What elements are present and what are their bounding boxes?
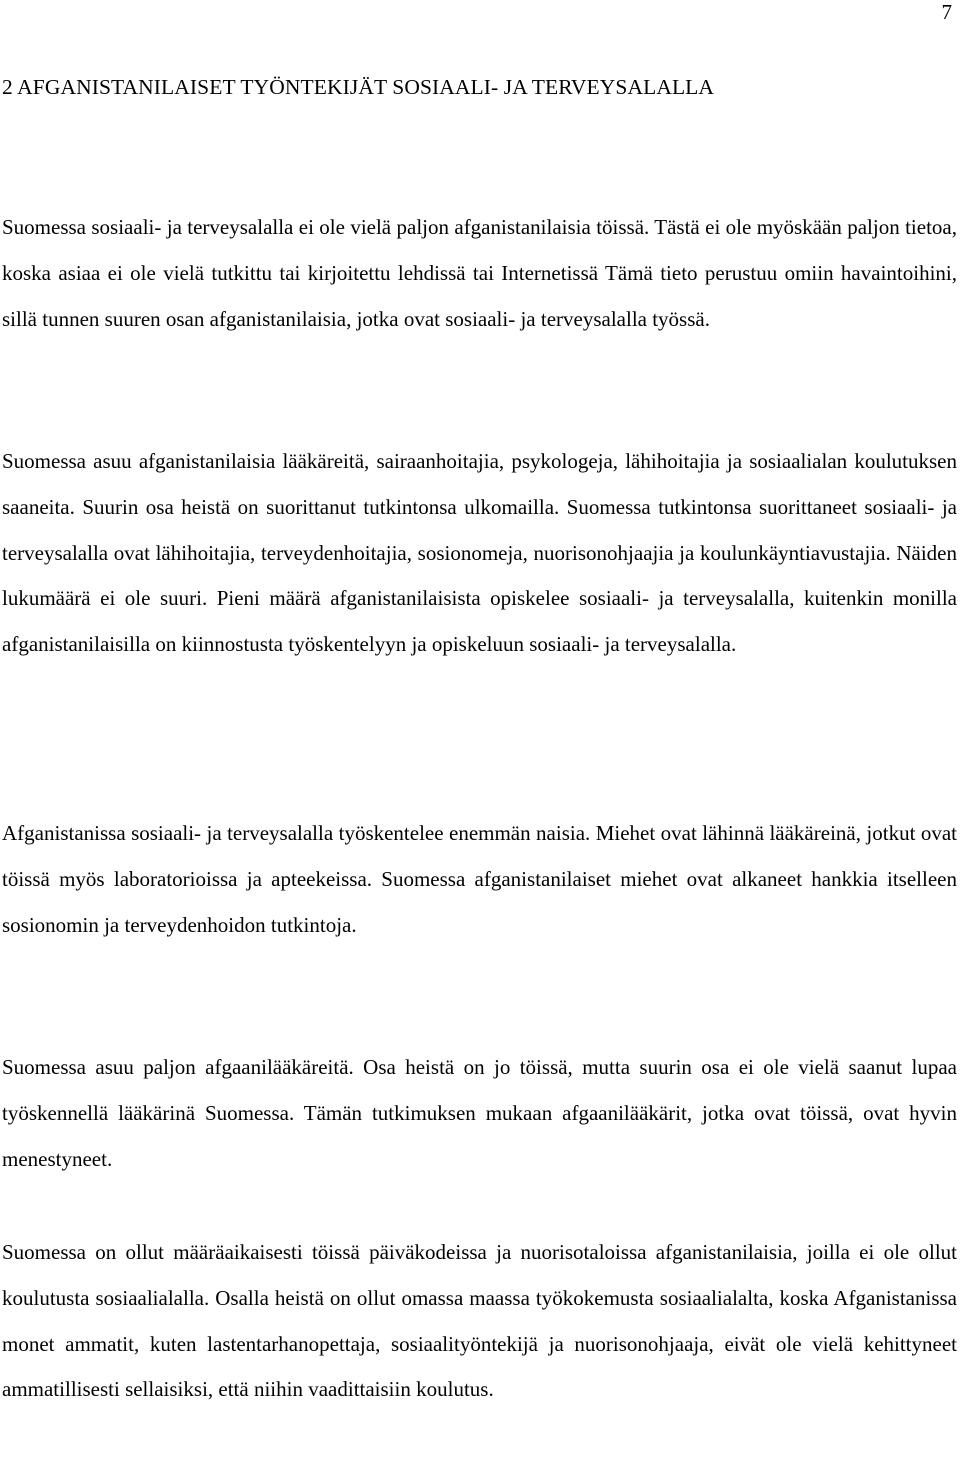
body-paragraph: Suomessa asuu paljon afgaanilääkäreitä. Osa heistä on jo töissä, mutta suurin osa ei ole vielä saanut lupaa työskennellä lääkärinä Suomessa. Tämän tutkimuksen mukaan afgaanilääkärit, jotka ovat töissä, ovat hyvin menestyneet. bbox=[2, 1055, 957, 1171]
body-paragraph: Suomessa asuu afganistanilaisia lääkäreitä, sairaanhoitajia, psykologeja, lähihoitajia ja sosiaalialan koulutuksen saaneita. Suurin osa heistä on suorittanut tutkintonsa ulkomailla. Suomessa tutkintonsa suorittaneet sosiaali- ja terveysalalla ovat lähihoitajia, terveydenhoitajia, sosionomeja, nuorisonohjaajia ja koulunkäyntiavustajia. Näiden lukumäärä ei ole suuri. Pieni määrä afganistanilaisista opiskelee sosiaali- ja terveysalalla, kuitenkin monilla afganistanilaisilla on kiinnostusta työskentelyyn ja opiskeluun sosiaali- ja terveysalalla. bbox=[2, 449, 957, 657]
page-number: 7 bbox=[941, 0, 952, 24]
chapter-heading: 2 AFGANISTANILAISET TYÖNTEKIJÄT SOSIAALI- JA TERVEYSALALLA bbox=[2, 75, 715, 99]
body-paragraph: Suomessa sosiaali- ja terveysalalla ei ole vielä paljon afganistanilaisia töissä. Tästä ei ole myöskään paljon tietoa, koska asiaa ei ole vielä tutkittu tai kirjoitettu lehdissä tai Internetissä Tämä tieto perustuu omiin havaintoihini, sillä tunnen suuren osan afganistanilaisia, jotka ovat sosiaali- ja terveysalalla työssä. bbox=[2, 215, 957, 331]
body-paragraph: Suomessa on ollut määräaikaisesti töissä päiväkodeissa ja nuorisotaloissa afganistanilaisia, joilla ei ole ollut koulutusta sosiaalialalla. Osalla heistä on ollut omassa maassa työkokemusta sosiaalialalta, koska Afganistanissa monet ammatit, kuten lastentarhanopettaja, sosiaalityöntekijä ja nuorisonohjaaja, eivät ole vielä kehittyneet ammatillisesti sellaisiksi, että niihin vaadittaisiin koulutus. bbox=[2, 1240, 957, 1402]
body-paragraph: Afganistanissa sosiaali- ja terveysalalla työskentelee enemmän naisia. Miehet ovat lähinnä lääkäreinä, jotkut ovat töissä myös laboratorioissa ja apteekeissa. Suomessa afganistanilaiset miehet ovat alkaneet hankkia itselleen sosionomin ja terveydenhoidon tutkintoja. bbox=[2, 821, 957, 937]
